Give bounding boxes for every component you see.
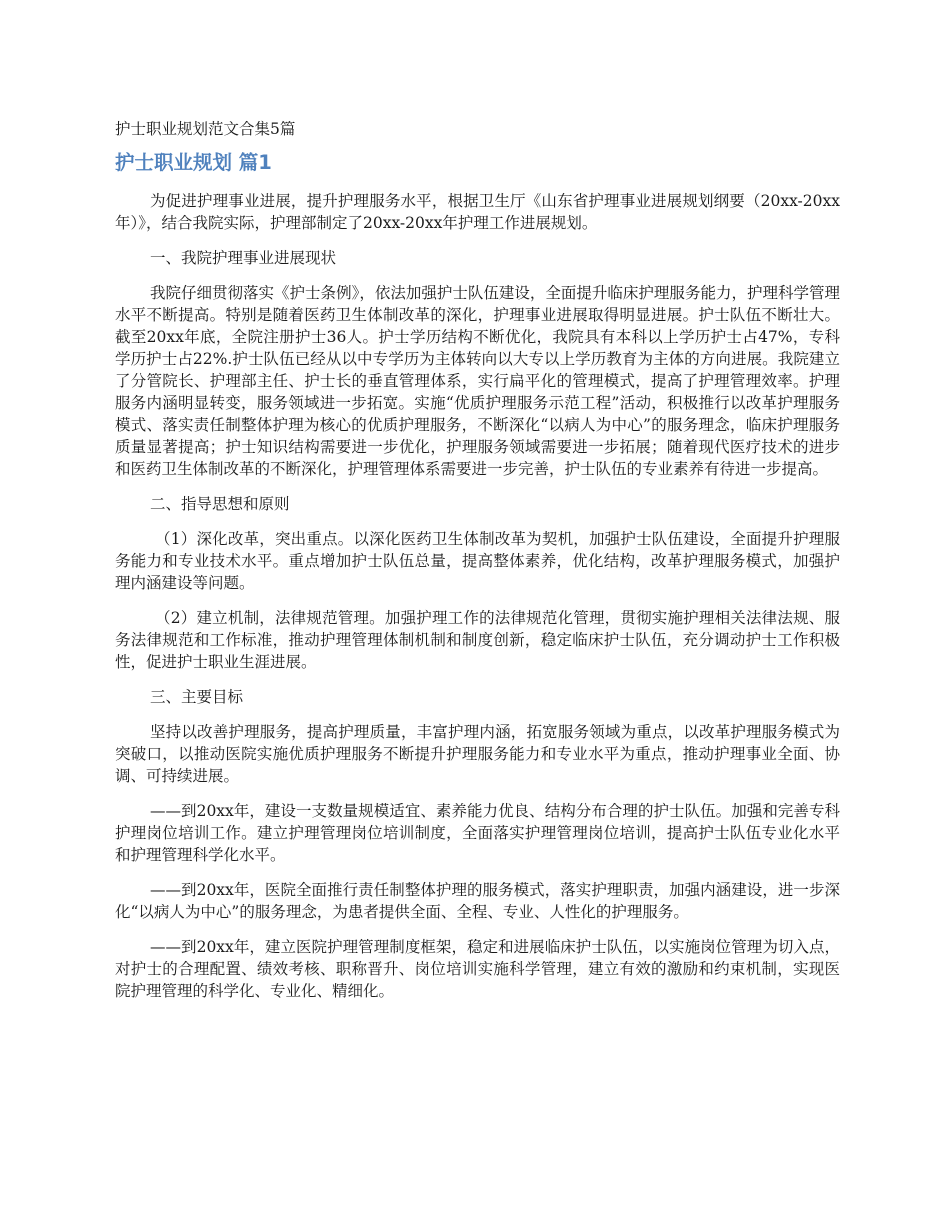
document-title: 护士职业规划范文合集5篇: [115, 120, 296, 138]
document-page: [115, 118, 840, 1015]
paragraph-principle-1: （1）深化改革，突出重点。以深化医药卫生体制改革为契机，加强护士队伍建设，全面提升护理服务能力和专业技术水平。重点增加护士队伍总量，提高整体素养，优化结构，改革护理服务模式，加强护理内涵建设等问题。: [115, 530, 840, 592]
subheading-main-goals: 三、主要目标: [150, 688, 244, 706]
paragraph-goal-2: ——到20xx年，医院全面推行责任制整体护理的服务模式，落实护理职责，加强内涵建设，进一步深化“以病人为中心”的服务理念，为患者提供全面、全程、专业、人性化的护理服务。: [115, 881, 840, 921]
section-heading: 护士职业规划 篇1: [115, 151, 272, 174]
subheading-current-status: 一、我院护理事业进展现状: [150, 249, 337, 267]
paragraph-goal-1: ——到20xx年，建设一支数量规模适宜、素养能力优良、结构分布合理的护士队伍。加强和完善专科护理岗位培训工作。建立护理管理岗位培训制度，全面落实护理管理岗位培训，提高护士队伍专业化水平和护理管理科学化水平。: [115, 802, 840, 864]
paragraph-intro: 为促进护理事业进展，提升护理服务水平，根据卫生厅《山东省护理事业进展规划纲要（20xx-20xx年）》，结合我院实际，护理部制定了20xx-20xx年护理工作进展规划。: [115, 192, 840, 232]
paragraph-goal-3: ——到20xx年，建立医院护理管理制度框架，稳定和进展临床护士队伍，以实施岗位管理为切入点，对护士的合理配置、绩效考核、职称晋升、岗位培训实施科学管理，建立有效的激励和约束机制，实现医院护理管理的科学化、专业化、精细化。: [115, 938, 840, 1000]
paragraph-principle-2: （2）建立机制，法律规范管理。加强护理工作的法律规范化管理，贯彻实施护理相关法律法规、服务法律规范和工作标准，推动护理管理体制机制和制度创新，稳定临床护士队伍，充分调动护士工作积极性，促进护士职业生涯进展。: [115, 609, 840, 671]
paragraph-current-status: 我院仔细贯彻落实《护士条例》，依法加强护士队伍建设，全面提升临床护理服务能力，护理科学管理水平不断提高。特别是随着医药卫生体制改革的深化，护理事业进展取得明显进展。护士队伍不断壮大。截至20xx年底，全院注册护士36人。护士学历结构不断优化，我院具有本科以上学历护士占47%，专科学历护士占22%.护士队伍已经从以中专学历为主体转向以大专以上学历教育为主体的方向进展。我院建立了分管院长、护理部主任、护士长的垂直管理体系，实行扁平化的管理模式，提高了护理管理效率。护理服务内涵明显转变，服务领域进一步拓宽。实施“优质护理服务示范工程”活动，积极推行以改革护理服务模式、落实责任制整体护理为核心的优质护理服务，不断深化“以病人为中心”的服务理念，临床护理服务质量显著提高；护士知识结构需要进一步优化，护理服务领域需要进一步拓展；随着现代医疗技术的进步和医药卫生体制改革的不断深化，护理管理体系需要进一步完善，护士队伍的专业素养有待进一步提高。: [115, 284, 840, 478]
paragraph-main-goals: 坚持以改善护理服务，提高护理质量，丰富护理内涵，拓宽服务领域为重点，以改革护理服务模式为突破口，以推动医院实施优质护理服务不断提升护理服务能力和专业水平为重点，推动护理事业全面、协调、可持续进展。: [115, 723, 840, 785]
subheading-guiding-principles: 二、指导思想和原则: [150, 495, 290, 513]
